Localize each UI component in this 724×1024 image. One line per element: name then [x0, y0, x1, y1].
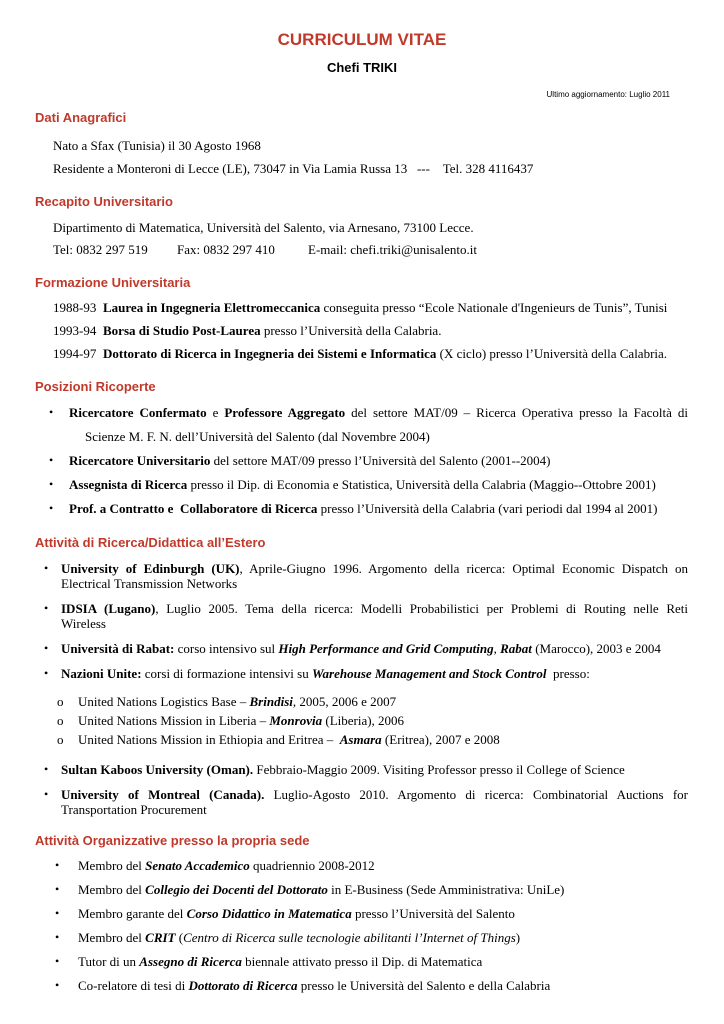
- abroad-detail-cont: Transportation Procurement: [61, 802, 207, 817]
- abroad-detail-end: presso:: [546, 666, 590, 681]
- position-title-2: Professore Aggregato: [224, 405, 346, 420]
- position-detail: del settore MAT/09 presso l’Università del Salento (2001--2004): [210, 453, 551, 468]
- position-item: [69, 477, 656, 493]
- org-text: Membro del: [78, 858, 146, 873]
- abroad-item: [61, 641, 661, 657]
- org-body: CRIT: [145, 930, 176, 945]
- org-detail: in E-Business (Sede Amministrativa: UniLe): [327, 882, 565, 897]
- education-item: [53, 346, 667, 362]
- office-fax: Fax: 0832 297 410: [177, 242, 275, 257]
- org-paren-close: ): [515, 930, 521, 945]
- education-detail: (X ciclo) presso l’Università della Calabria.: [436, 346, 668, 361]
- bullet-icon: •: [44, 641, 49, 655]
- position-item: [69, 453, 551, 469]
- abroad-institution: Università di Rabat:: [61, 641, 175, 656]
- education-detail: presso l’Università della Calabria.: [260, 323, 442, 338]
- org-detail: presso l’Università del Salento: [351, 906, 515, 921]
- circle-bullet-icon: o: [57, 694, 64, 709]
- abroad-detail: corsi di formazione intensivi su: [141, 666, 312, 681]
- position-conj: e: [206, 405, 225, 420]
- bullet-icon: •: [49, 405, 54, 419]
- un-mission-name: United Nations Mission in Ethiopia and Eritrea –: [78, 732, 340, 747]
- org-text: Tutor di un: [78, 954, 140, 969]
- position-item: [69, 405, 688, 421]
- org-text: Membro garante del: [78, 906, 187, 921]
- abroad-detail: Febbraio-Maggio 2009. Visiting Professor presso il College of Science: [253, 762, 625, 777]
- bullet-icon: •: [55, 954, 60, 968]
- education-item: [53, 323, 441, 339]
- abroad-institution: Nazioni Unite:: [61, 666, 142, 681]
- position-title: Prof. a Contratto e: [69, 501, 174, 516]
- bullet-icon: •: [55, 858, 60, 872]
- education-title: Dottorato di Ricerca in Ingegneria dei Sistemi e Informatica: [103, 346, 437, 361]
- org-body: Senato Accademico: [145, 858, 250, 873]
- org-item: [78, 978, 550, 994]
- org-detail-italic: Centro di Ricerca sulle tecnologie abilitanti l’Internet of Things: [183, 930, 516, 945]
- position-detail: del settore MAT/09 – Ricerca Operativa presso la Facoltà di: [345, 405, 688, 420]
- birth-info: Nato a Sfax (Tunisia) il 30 Agosto 1968: [53, 138, 261, 153]
- bullet-icon: •: [55, 906, 60, 920]
- education-years: 1994-97: [53, 346, 97, 361]
- bullet-icon: •: [55, 882, 60, 896]
- un-mission-years: (Liberia), 2006: [322, 713, 405, 728]
- section-heading-organizzative: Attività Organizzative presso la propria sede: [35, 833, 310, 848]
- org-item: [78, 930, 520, 946]
- un-mission-item: [78, 732, 500, 748]
- bullet-icon: •: [44, 601, 49, 615]
- circle-bullet-icon: o: [57, 732, 64, 747]
- abroad-item: [61, 762, 625, 778]
- org-text: Co-relatore di tesi di: [78, 978, 189, 993]
- bullet-icon: •: [49, 477, 54, 491]
- education-item: [53, 300, 667, 316]
- abroad-item: [61, 561, 688, 577]
- abroad-item: [61, 666, 590, 682]
- un-mission-city: Monrovia: [269, 713, 323, 728]
- abroad-city: Rabat: [500, 641, 532, 656]
- org-detail: quadriennio 2008-2012: [249, 858, 375, 873]
- abroad-institution: IDSIA (Lugano): [61, 601, 156, 616]
- org-item: [78, 882, 564, 898]
- abroad-institution: University of Edinburgh (UK): [61, 561, 240, 576]
- position-detail: presso l’Università della Calabria (vari periodi dal 1994 al 2001): [317, 501, 658, 516]
- abroad-detail-end: (Marocco), 2003 e 2004: [531, 641, 661, 656]
- section-heading-posizioni: Posizioni Ricoperte: [35, 379, 156, 394]
- org-detail: presso le Università del Salento e della Calabria: [297, 978, 551, 993]
- un-mission-years: , 2005, 2006 e 2007: [292, 694, 397, 709]
- last-update: Ultimo aggiornamento: Luglio 2011: [546, 90, 670, 99]
- org-text: Membro del: [78, 882, 146, 897]
- un-mission-item: [78, 713, 404, 729]
- abroad-detail: , Aprile-Giugno 1996. Argomento della ricerca: Optimal Economic Dispatch on: [239, 561, 688, 576]
- email[interactable]: E-mail: chefi.triki@unisalento.it: [308, 242, 478, 257]
- abroad-sep: ,: [493, 641, 501, 656]
- section-heading-estero: Attività di Ricerca/Didattica all’Estero: [35, 535, 266, 550]
- position-detail-cont: Scienze M. F. N. dell’Università del Salento (dal Novembre 2004): [85, 429, 430, 444]
- abroad-item: [61, 601, 688, 617]
- un-mission-city: Brindisi: [249, 694, 293, 709]
- org-item: [78, 858, 375, 874]
- abroad-detail-cont: Electrical Transmission Networks: [61, 576, 238, 591]
- abroad-detail: , Luglio 2005. Tema della ricerca: Modelli Probabilistici per Problemi di Routing nelle Reti: [155, 601, 688, 616]
- org-body: Assegno di Ricerca: [139, 954, 242, 969]
- education-years: 1988-93: [53, 300, 97, 315]
- circle-bullet-icon: o: [57, 713, 64, 728]
- education-detail: conseguita presso “Ecole Nationale d'Ingenieurs de Tunis”, Tunisi: [320, 300, 668, 315]
- bullet-icon: •: [55, 978, 60, 992]
- org-item: [78, 906, 515, 922]
- org-body: Collegio dei Docenti del Dottorato: [145, 882, 328, 897]
- residence-info: Residente a Monteroni di Lecce (LE), 73047 in Via Lamia Russa 13 --- Tel. 328 4116437: [53, 161, 534, 176]
- abroad-institution: Sultan Kaboos University (Oman).: [61, 762, 254, 777]
- org-body: Dottorato di Ricerca: [188, 978, 298, 993]
- org-paren-open: (: [175, 930, 184, 945]
- section-heading-dati: Dati Anagrafici: [35, 110, 127, 125]
- un-mission-name: United Nations Logistics Base –: [78, 694, 250, 709]
- org-detail: biennale attivato presso il Dip. di Matematica: [241, 954, 483, 969]
- position-title: Assegnista di Ricerca: [69, 477, 188, 492]
- bullet-icon: •: [44, 762, 49, 776]
- position-detail: presso il Dip. di Economia e Statistica, Università della Calabria (Maggio--Ottobre 2001): [187, 477, 656, 492]
- bullet-icon: •: [55, 930, 60, 944]
- org-text: Membro del: [78, 930, 146, 945]
- un-mission-city: Asmara: [339, 732, 382, 747]
- position-item: [69, 501, 657, 517]
- org-body: Corso Didattico in Matematica: [186, 906, 352, 921]
- department-address: Dipartimento di Matematica, Università del Salento, via Arnesano, 73100 Lecce.: [53, 220, 474, 235]
- education-years: 1993-94: [53, 323, 97, 338]
- abroad-item: [61, 787, 688, 803]
- abroad-detail-cont: Wireless: [61, 616, 106, 631]
- abroad-detail: corso intensivo sul: [174, 641, 279, 656]
- un-mission-years: (Eritrea), 2007 e 2008: [381, 732, 500, 747]
- abroad-course: High Performance and Grid Computing: [278, 641, 494, 656]
- org-item: [78, 954, 482, 970]
- abroad-institution: University of Montreal (Canada).: [61, 787, 265, 802]
- bullet-icon: •: [44, 787, 49, 801]
- abroad-course: Warehouse Management and Stock Control: [311, 666, 547, 681]
- position-title: Ricercatore Confermato: [69, 405, 207, 420]
- abroad-detail: Luglio-Agosto 2010. Argomento di ricerca: Combinatorial Auctions for: [264, 787, 688, 802]
- document-title: CURRICULUM VITAE: [277, 30, 447, 49]
- office-tel: Tel: 0832 297 519: [53, 242, 148, 257]
- section-heading-formazione: Formazione Universitaria: [35, 275, 191, 290]
- section-heading-recapito: Recapito Universitario: [35, 194, 173, 209]
- un-mission-item: [78, 694, 396, 710]
- education-title: Borsa di Studio Post-Laurea: [103, 323, 261, 338]
- author-name: Chefi TRIKI: [326, 60, 398, 75]
- bullet-icon: •: [49, 501, 54, 515]
- bullet-icon: •: [44, 561, 49, 575]
- position-title-2: Collaboratore di Ricerca: [179, 501, 318, 516]
- bullet-icon: •: [49, 453, 54, 467]
- un-mission-name: United Nations Mission in Liberia –: [78, 713, 270, 728]
- position-title: Ricercatore Universitario: [69, 453, 211, 468]
- education-title: Laurea in Ingegneria Elettromeccanica: [103, 300, 321, 315]
- bullet-icon: •: [44, 666, 49, 680]
